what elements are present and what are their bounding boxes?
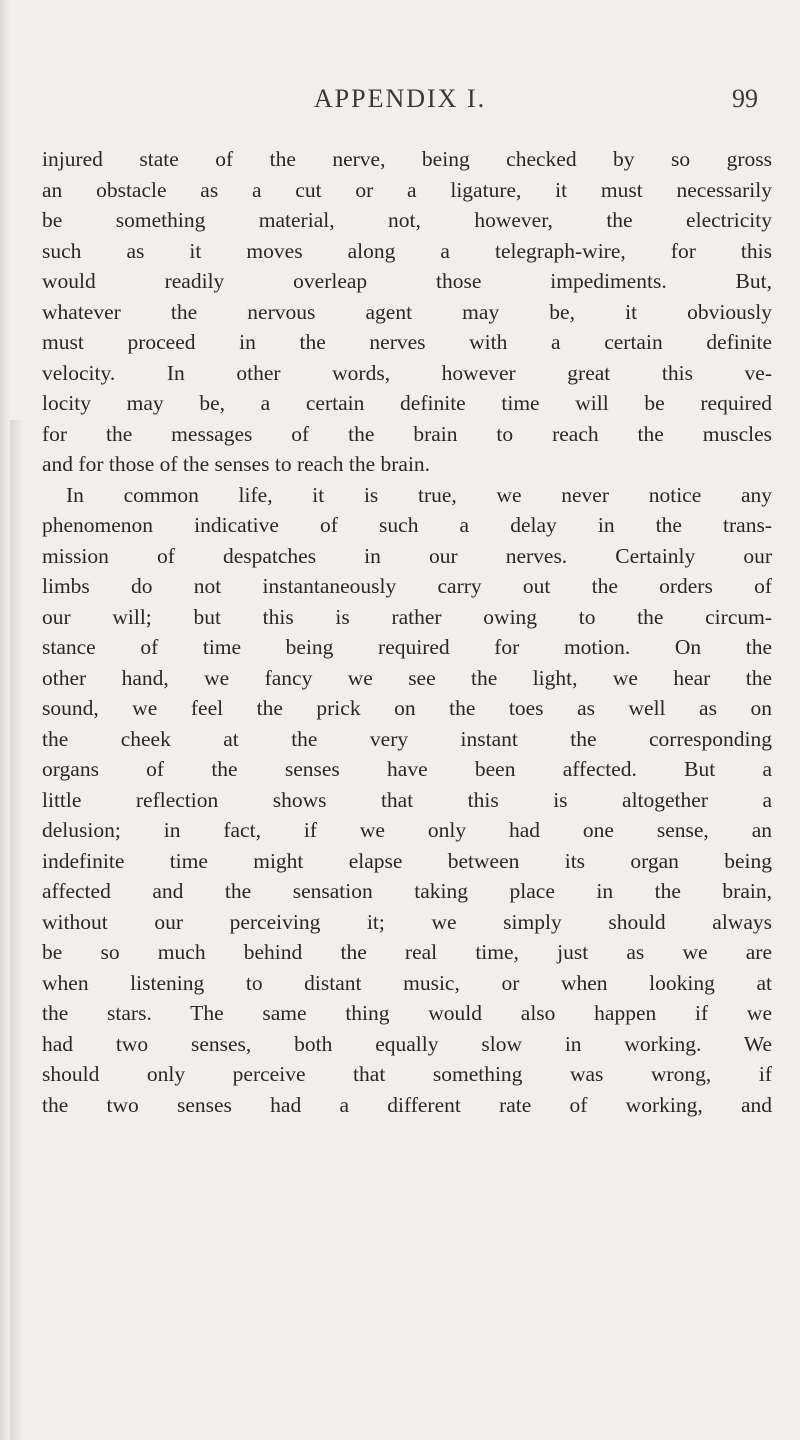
text-line: affected and the sensation taking place in the brain, [42,879,772,903]
text-line: indefinite time might elapse between its organ being [42,848,772,873]
text-line: limbs do not instantaneously carry out the orders of [42,574,772,598]
text-line: had two senses, both equally slow in working. We [42,1031,772,1056]
text-line: the two senses had a different rate of working, and [42,1092,772,1117]
text-line: the stars. The same thing would also happen if we [42,1001,772,1025]
text-line: other hand, we fancy we see the light, we hear the [42,665,772,690]
text-line: would readily overleap those impediments. But, [42,269,772,293]
text-line: be something material, not, however, the electricity [42,208,772,232]
text-line: an obstacle as a cut or a ligature, it must necessarily [42,177,772,202]
text-line: must proceed in the nerves with a certain definite [42,330,772,354]
text-line: such as it moves along a telegraph-wire, for this [42,238,772,263]
text-line: and for those of the senses to reach the brain. [42,452,431,476]
text-line: injured state of the nerve, being checked by so gross [42,147,772,171]
page-gutter [0,0,10,1440]
text-line: without our perceiving it; we simply should always [42,909,772,934]
page-header [0,84,800,124]
text-line: mission of despatches in our nerves. Certainly our [42,543,772,568]
binding-shadow [10,420,24,1440]
body-text [42,144,772,1120]
text-line: should only perceive that something was wrong, if [42,1062,772,1086]
text-line: the cheek at the very instant the corresponding [42,726,772,751]
text-line: organs of the senses have been affected. But a [42,757,772,781]
text-line: little reflection shows that this is altogether a [42,787,772,812]
text-line: delusion; in fact, if we only had one sense, an [42,818,772,842]
text-line: whatever the nervous agent may be, it obviously [42,299,772,324]
text-line: phenomenon indicative of such a delay in the trans- [42,513,772,537]
page-number: 99 [732,84,758,113]
text-line: be so much behind the real time, just as we are [42,940,772,964]
text-line: locity may be, a certain definite time will be required [42,391,772,415]
text-line: our will; but this is rather owing to the circum- [42,604,772,629]
text-line: velocity. In other words, however great this ve- [42,360,772,385]
text-line: when listening to distant music, or when looking at [42,970,772,995]
running-head: APPENDIX I. [313,84,487,113]
text-line: In common life, it is true, we never notice any [66,482,772,507]
text-line: sound, we feel the prick on the toes as well as on [42,696,772,720]
text-line: for the messages of the brain to reach the muscles [42,421,772,446]
text-line: stance of time being required for motion. On the [42,635,772,659]
